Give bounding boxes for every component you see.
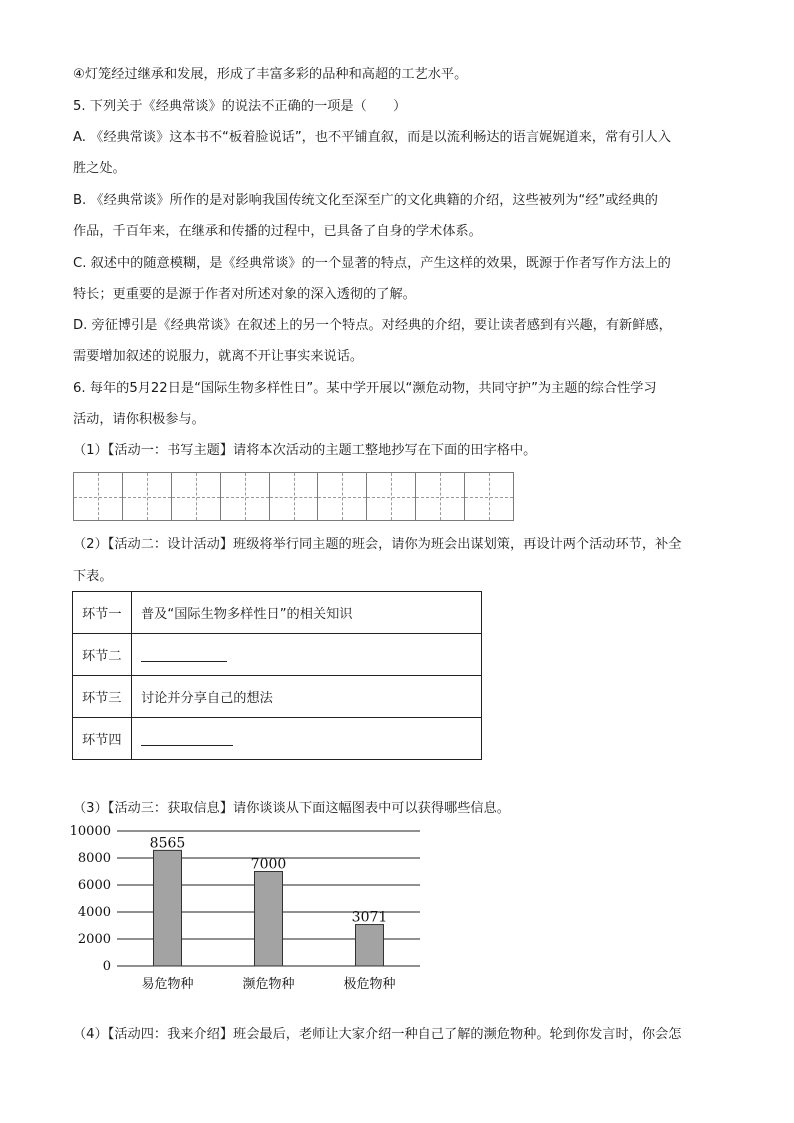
grid-cell[interactable] [74, 473, 123, 520]
activity-4-prompt: （4）【活动四：我来介绍】班会最后，老师让大家介绍一种自己了解的濒危物种。轮到你发言时，你会怎 [73, 1027, 682, 1042]
table-row [73, 634, 482, 676]
species-bar-chart [60, 820, 430, 995]
x-tick-label: 濒危物种 [242, 977, 295, 992]
option-d-line-1: D. 旁征博引是《经典常谈》在叙述上的另一个特点。对经典的介绍，要让读者感到有兴趣，有新鲜感， [73, 318, 672, 333]
option-c-line-1: C. 叙述中的随意模糊，是《经典常谈》的一个显著的特点，产生这样的效果，既源于作者写作方法上的 [73, 256, 671, 271]
option-c-line-2: 特长；更重要的是源于作者对所述对象的深入透彻的了解。 [73, 287, 416, 302]
question-6-stem-line-1: 6. 每年的5月22日是“国际生物多样性日”。某中学开展以“濒危动物，共同守护”为主题的综合性学习 [73, 381, 657, 396]
grid-cell[interactable] [123, 473, 172, 520]
option-b-line-1: B. 《经典常谈》所作的是对影响我国传统文化至深至广的文化典籍的介绍，这些被列为“经”或经典的 [73, 193, 658, 208]
option-b-line-2: 作品，千百年来，在继承和传播的过程中，已具备了自身的学术体系。 [73, 224, 482, 239]
activity-3-prompt: （3）【活动三：获取信息】请你谈谈从下面这幅图表中可以获得哪些信息。 [73, 801, 510, 816]
option-a-line-1: A. 《经典常谈》这本书不“板着脸说话”，也不平铺直叙，而是以流利畅达的语言娓娓道来，常有引人入 [73, 130, 671, 145]
y-tick-label: 10000 [69, 824, 111, 839]
grid-cell[interactable] [465, 473, 513, 520]
step-label: 环节三 [73, 676, 132, 718]
grid-cell[interactable] [221, 473, 270, 520]
answer-blank[interactable] [141, 647, 227, 662]
bar [356, 925, 384, 966]
step-content: 普及“国际生物多样性日”的相关知识 [132, 592, 482, 634]
y-tick-label: 4000 [77, 905, 111, 920]
question-text-line: ④灯笼经过继承和发展，形成了丰富多彩的品种和高超的工艺水平。 [73, 67, 468, 82]
bar [255, 872, 283, 967]
question-5-stem: 5. 下列关于《经典常谈》的说法不正确的一项是（ ） [73, 99, 407, 114]
bar-value-label: 8565 [149, 835, 186, 852]
activity-1-prompt: （1）【活动一：书写主题】请将本次活动的主题工整地抄写在下面的田字格中。 [73, 443, 537, 458]
option-a-line-2: 胜之处。 [73, 161, 126, 176]
table-row [73, 718, 482, 760]
step-answer-cell[interactable] [132, 634, 482, 676]
y-tick-label: 2000 [77, 932, 111, 947]
step-label: 环节一 [73, 592, 132, 634]
grid-cell[interactable] [172, 473, 221, 520]
table-row [73, 592, 482, 634]
grid-cell[interactable] [270, 473, 319, 520]
x-tick-label: 极危物种 [343, 977, 396, 992]
y-axis-ticks [70, 824, 111, 974]
bar-value-label: 3071 [351, 909, 388, 926]
question-6-stem-line-2: 活动，请你积极参与。 [73, 412, 205, 427]
x-tick-label: 易危物种 [141, 977, 194, 992]
activity-2-prompt-line-2: 下表。 [73, 569, 113, 584]
grid-cell[interactable] [416, 473, 465, 520]
grid-cell[interactable] [367, 473, 416, 520]
grid-cell[interactable] [318, 473, 367, 520]
activity-plan-table [72, 591, 482, 760]
y-tick-label: 0 [102, 959, 111, 974]
bar [154, 850, 182, 966]
step-answer-cell[interactable] [132, 718, 482, 760]
activity-2-prompt-line-1: （2）【活动二：设计活动】班级将举行同主题的班会，请你为班会出谋划策，再设计两个活动环节，补全 [73, 537, 682, 552]
x-axis-ticks [141, 976, 395, 992]
y-tick-label: 6000 [77, 878, 111, 893]
step-label: 环节二 [73, 634, 132, 676]
table-row [73, 676, 482, 718]
step-label: 环节四 [73, 718, 132, 760]
tianzige-writing-grid[interactable] [73, 472, 514, 521]
step-content: 讨论并分享自己的想法 [132, 676, 482, 718]
option-d-line-2: 需要增加叙述的说服力，就离不开让事实来说话。 [73, 349, 364, 364]
y-tick-label: 8000 [77, 851, 111, 866]
answer-blank[interactable] [141, 731, 233, 746]
bar-value-label: 7000 [250, 856, 287, 873]
